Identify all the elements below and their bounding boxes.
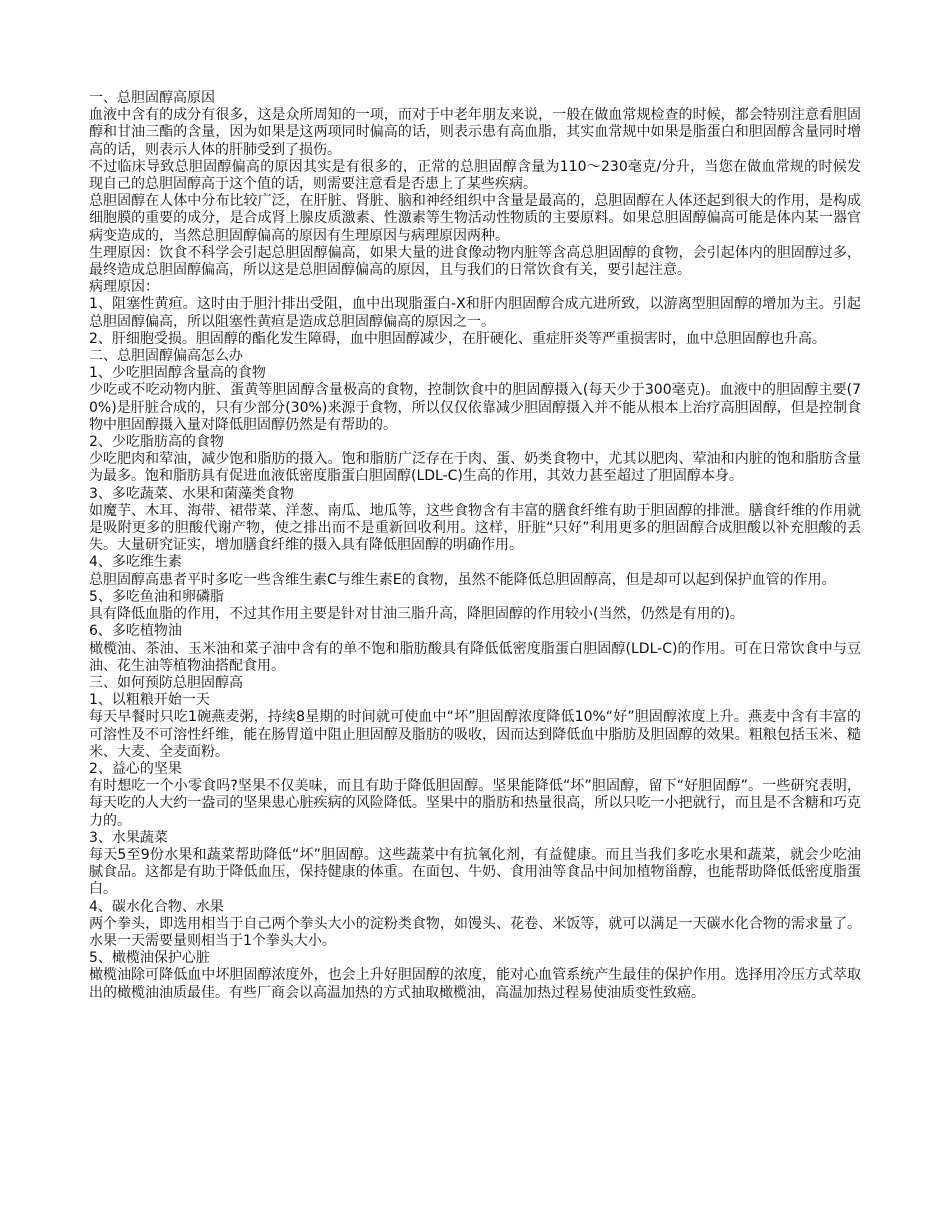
subheading: 3、多吃蔬菜、水果和菌藻类食物 — [89, 485, 294, 502]
document-body — [89, 90, 861, 1002]
body-paragraph: 橄榄油、茶油、玉米油和菜子油中含有的单不饱和脂肪酸具有降低低密度脂蛋白胆固醇(LDL-C)的作用。可在日常饮食中与豆油、花生油等植物油搭配食用。 — [89, 640, 861, 674]
body-paragraph: 每天早餐时只吃1碗燕麦粥，持续8星期的时间就可使血中“坏”胆固醇浓度降低10%“好”胆固醇浓度上升。燕麦中含有丰富的可溶性及不可溶性纤维，能在肠胃道中阻止胆固醇及脂肪的吸收，因而达到降低血中脂肪及胆固醇的效果。粗粮包括玉米、糙米、大麦、全麦面粉。 — [89, 709, 861, 760]
section-heading-1: 一、总胆固醇高原因 — [89, 90, 215, 106]
subheading: 3、水果蔬菜 — [89, 829, 168, 846]
subheading: 4、多吃维生素 — [89, 554, 182, 571]
body-paragraph: 具有降低血脂的作用，不过其作用主要是针对甘油三脂升高，降胆固醇的作用较小(当然，仍然是有用的)。 — [89, 606, 744, 623]
subheading: 2、少吃脂肪高的食物 — [89, 434, 224, 451]
subheading: 病理原因： — [89, 279, 159, 296]
body-paragraph: 如魔芋、木耳、海带、裙带菜、洋葱、南瓜、地瓜等，这些食物含有丰富的膳食纤维有助于胆固醇的排泄。膳食纤维的作用就是吸附更多的胆酸代谢产物，使之排出而不是重新回收利用。这样，肝脏“只好”利用更多的胆固醇合成胆酸以补充胆酸的丢失。大量研究证实，增加膳食纤维的摄入具有降低胆固醇的明确作用。 — [89, 502, 861, 554]
subheading: 5、多吃鱼油和卵磷脂 — [89, 588, 224, 605]
subheading: 6、多吃植物油 — [89, 623, 182, 640]
body-paragraph: 血液中含有的成分有很多，这是众所周知的一项，而对于中老年朋友来说，一般在做血常规检查的时候，都会特别注意看胆固醇和甘油三酯的含量，因为如果是这两项同时偏高的话，则表示患有高血脂，其实血常规中如果是脂蛋白和胆固醇含量同时增高的话，则表示人体的肝肺受到了损伤。 — [89, 107, 861, 158]
body-paragraph: 生理原因：饮食不科学会引起总胆固醇偏高，如果大量的进食像动物内脏等含高总胆固醇的食物，会引起体内的胆固醇过多，最终造成总胆固醇偏高，所以这是总胆固醇偏高的原因，且与我们的日常饮食有关，要引起注意。 — [89, 244, 861, 279]
body-paragraph: 橄榄油除可降低血中坏胆固醇浓度外，也会上升好胆固醇的浓度，能对心血管系统产生最佳的保护作用。选择用冷压方式萃取出的橄榄油油质最佳。有些厂商会以高温加热的方式抽取橄榄油，高温加热过程易使油质变性致癌。 — [89, 967, 861, 1001]
body-paragraph: 总胆固醇高患者平时多吃一些含维生素C与维生素E的食物，虽然不能降低总胆固醇高，但是却可以起到保护血管的作用。 — [89, 571, 836, 588]
body-paragraph: 2、肝细胞受损。胆固醇的酯化发生障碍，血中胆固醇减少，在肝硬化、重症肝炎等严重损害时，血中总胆固醇也升高。 — [89, 330, 826, 347]
subheading: 1、少吃胆固醇含量高的食物 — [89, 365, 266, 382]
body-paragraph: 每天5至9份水果和蔬菜帮助降低“坏”胆固醇。这些蔬菜中有抗氧化剂，有益健康。而且当我们多吃水果和蔬菜，就会少吃油腻食品。这都是有助于降低血压，保持健康的体重。在面包、牛奶、食用油等食品中间加植物甾醇，也能帮助降低低密度脂蛋白。 — [89, 846, 861, 898]
subheading: 2、益心的坚果 — [89, 760, 182, 777]
section-heading-2: 二、总胆固醇偏高怎么办 — [89, 348, 243, 365]
body-paragraph: 有时想吃一个小零食吗?坚果不仅美味，而且有助于降低胆固醇。坚果能降低“坏”胆固醇，留下“好胆固醇”。一些研究表明，每天吃的人大约一盎司的坚果患心脏疾病的风险降低。坚果中的脂肪和热量很高，所以只吃一小把就行，而且是不含糖和巧克力的。 — [89, 778, 861, 829]
body-paragraph: 1、阻塞性黄疸。这时由于胆汁排出受阻，血中出现脂蛋白-X和肝内胆固醇合成亢进所致，以游离型胆固醇的增加为主。引起总胆固醇偏高，所以阻塞性黄疸是造成总胆固醇偏高的原因之一。 — [89, 296, 861, 330]
body-paragraph: 不过临床导致总胆固醇偏高的原因其实是有很多的，正常的总胆固醇含量为110～230毫克/分升，当您在做血常规的时候发现自己的总胆固醇高于这个值的话，则需要注意看是否患上了某些疾病。 — [89, 158, 861, 193]
body-paragraph: 总胆固醇在人体中分布比较广泛，在肝脏、肾脏、脑和神经组织中含量是最高的，总胆固醇在人体还起到很大的作用，是构成细胞膜的重要的成分，是合成肾上腺皮质激素、性激素等生物活动性物质的主要原料。如果总胆固醇偏高可能是体内某一器官病变造成的，当然总胆固醇偏高的原因有生理原因与病理原因两种。 — [89, 193, 861, 244]
body-paragraph: 少吃肥肉和荤油，减少饱和脂肪的摄入。饱和脂肪广泛存在于肉、蛋、奶类食物中，尤其以肥肉、荤油和内脏的饱和脂肪含量为最多。饱和脂肪具有促进血液低密度脂蛋白胆固醇(LDL-C)生高的作用，其效力甚至超过了胆固醇本身。 — [89, 451, 861, 485]
subheading: 1、以粗粮开始一天 — [89, 692, 210, 709]
body-paragraph: 两个拳头，即选用相当于自己两个拳头大小的淀粉类食物，如馒头、花卷、米饭等，就可以满足一天碳水化合物的需求量了。水果一天需要量则相当于1个拳头大小。 — [89, 915, 861, 949]
body-paragraph: 少吃或不吃动物内脏、蛋黄等胆固醇含量极高的食物，控制饮食中的胆固醇摄入(每天少于300毫克)。血液中的胆固醇主要(70%)是肝脏合成的，只有少部分(30%)来源于食物，所以仅仅依靠减少胆固醇摄入并不能从根本上治疗高胆固醇，但是控制食物中胆固醇摄入量对降低胆固醇仍然是有帮助的。 — [89, 382, 861, 433]
section-heading-3: 三、如何预防总胆固醇高 — [89, 674, 243, 691]
subheading: 5、橄榄油保护心脏 — [89, 950, 210, 967]
subheading: 4、碳水化合物、水果 — [89, 898, 224, 915]
